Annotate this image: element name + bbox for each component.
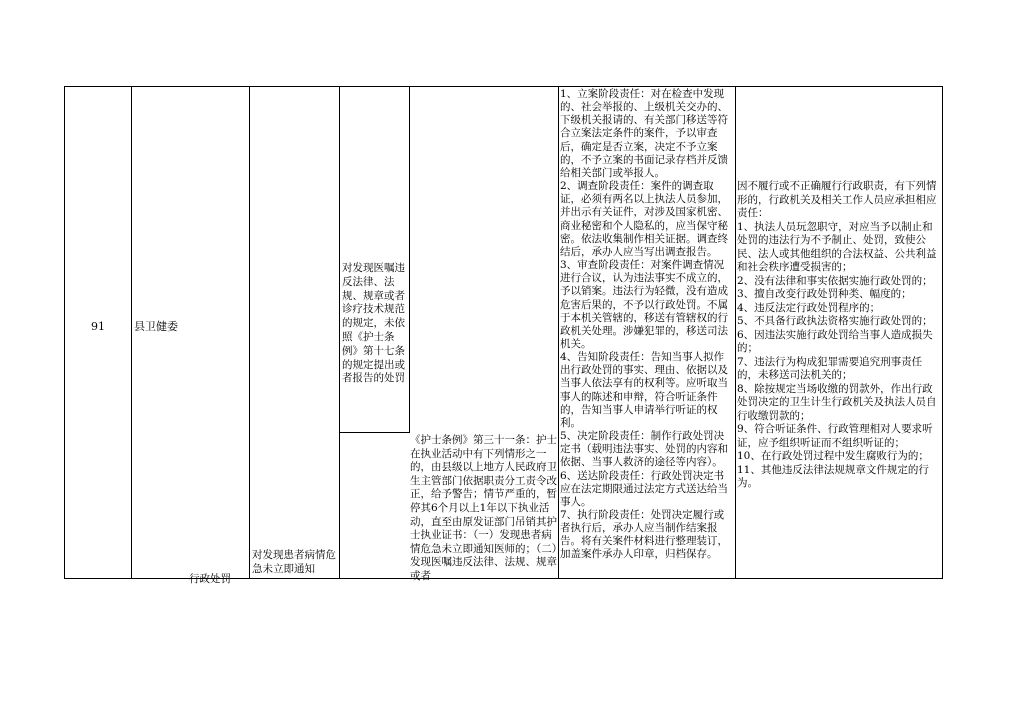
responsibility-item: 7、执行阶段责任：处罚决定履行或者执行后，承办人应当制作结案报告。将有关案件材料进行整理装订，加盖案件承办人印章，归档保存。 [560,509,728,561]
accountability-item: 3、擅自改变行政处罚种类、幅度的； [737,288,912,300]
accountability-item: 8、除按规定当场收缴的罚款外，作出行政处罚决定的卫生计生行政机关及执法人员自行收缴罚款的； [737,382,937,422]
power-category-clipped [189,573,249,587]
table-top-border [64,86,943,87]
col-border-1 [64,86,65,579]
accountability-item: 1、执法人员玩忽职守，对应当予以制止和处罚的违法行为不予制止、处罚，致使公民、法人或其他组织的合法权益、公共利益和社会秩序遭受损害的； [737,220,937,273]
col-border-4 [339,86,340,579]
accountability-item: 11、其他违反法律法规规章文件规定的行为。 [737,463,929,489]
responsibility-item: 5、决定阶段责任：制作行政处罚决定书（载明违法事实、处罚的内容和依据、当事人救济的途径等内容）。 [560,430,728,469]
col-border-3 [249,86,250,579]
responsibility-item: 4、告知阶段责任：告知当事人拟作出行政处罚的事实、理由、依据以及当事人依法享有的权利等。应听取当事人的陈述和申辩，符合听证条件的，告知当事人申请举行听证的权利。 [560,351,728,429]
responsibility-item: 2、调查阶段责任：案件的调查取证，必须有两名以上执法人员参加，并出示有关证件，对涉及国家机密、商业秘密和个人隐私的，应当保守秘密。依法收集制作相关证据。调查终结后，承办人应当写出调查报告。 [560,180,728,258]
accountability-item: 10、在行政处罚过程中发生腐败行为的； [737,450,929,462]
subject-cell-bottom-border [339,432,409,433]
accountability-item: 7、违法行为构成犯罪需要追究刑事责任的，未移送司法机关的； [737,355,923,381]
responsibility-item: 3、审查阶段责任：对案件调查情况进行合议，认为违法事实不成立的，予以销案。违法行为轻微，没有造成危害后果的，不予以行政处罚。不属于本机关管辖的，移送有管辖权的行政机关处理。涉嫌犯罪的，移送司法机关。 [560,259,728,350]
col-border-5 [409,86,410,433]
responsibility-item: 1、立案阶段责任：对在检查中发现的、社会举报的、上级机关交办的、下级机关报请的、有关部门移送等符合立案法定条件的案件，予以审查后，确定是否立案，决定不予立案的，不予立案的书面记录存档并反馈给相关部门或举报人。 [560,88,728,179]
responsibility-item: 6、送达阶段责任：行政处罚决定书应在法定期限通过法定方式送达给当事人。 [560,469,728,508]
legal-basis: 《护士条例》第三十一条：护士在执业活动中有下列情形之一的，由县级以上地方人民政府卫生主管部门依据职责分工责令改正，给予警告；情节严重的，暂停其6个月以上1年以下执业活动，直至由原发证部门吊销其护士执业证书：（一）发现患者病情危急未立即通知医师的；（二）发现医嘱违反法律、法规、规章或者 [410,434,557,582]
col-border-6 [558,86,559,579]
implementing-agency: 县卫健委 [134,320,178,333]
row-number: 91 [91,320,105,333]
col-border-2 [131,86,132,579]
accountability-item: 6、因违法实施行政处罚给当事人造成损失的； [737,328,933,354]
accountability-items [737,180,943,491]
accountability-item: 5、不具备行政执法资格实施行政处罚的； [737,315,933,327]
accountability-item: 4、违反法定行政处罚程序的； [737,301,881,314]
sub-item-subject: 对发现医嘱违反法律、法规、规章或者诊疗技术规范的规定，未依照《护士条例》第十七条的规定提出或者报告的处罚 [342,262,405,385]
accountability-item: 2、没有法律和事实依据实施行政处罚的； [737,274,933,287]
power-item-name-clipped: 对发现患者病情危急未立即通知 [252,549,336,575]
power-category-text: 行政处罚 [189,573,231,585]
col-border-7 [735,86,736,579]
responsibility-items [560,88,734,578]
accountability-item: 因不履行或不正确履行行政职责，有下列情形的，行政机关及相关工作人员应承担相应责任： [737,180,937,219]
accountability-item: 9、符合听证条件、行政管理相对人要求听证，应予组织听证而不组织听证的； [737,423,933,449]
